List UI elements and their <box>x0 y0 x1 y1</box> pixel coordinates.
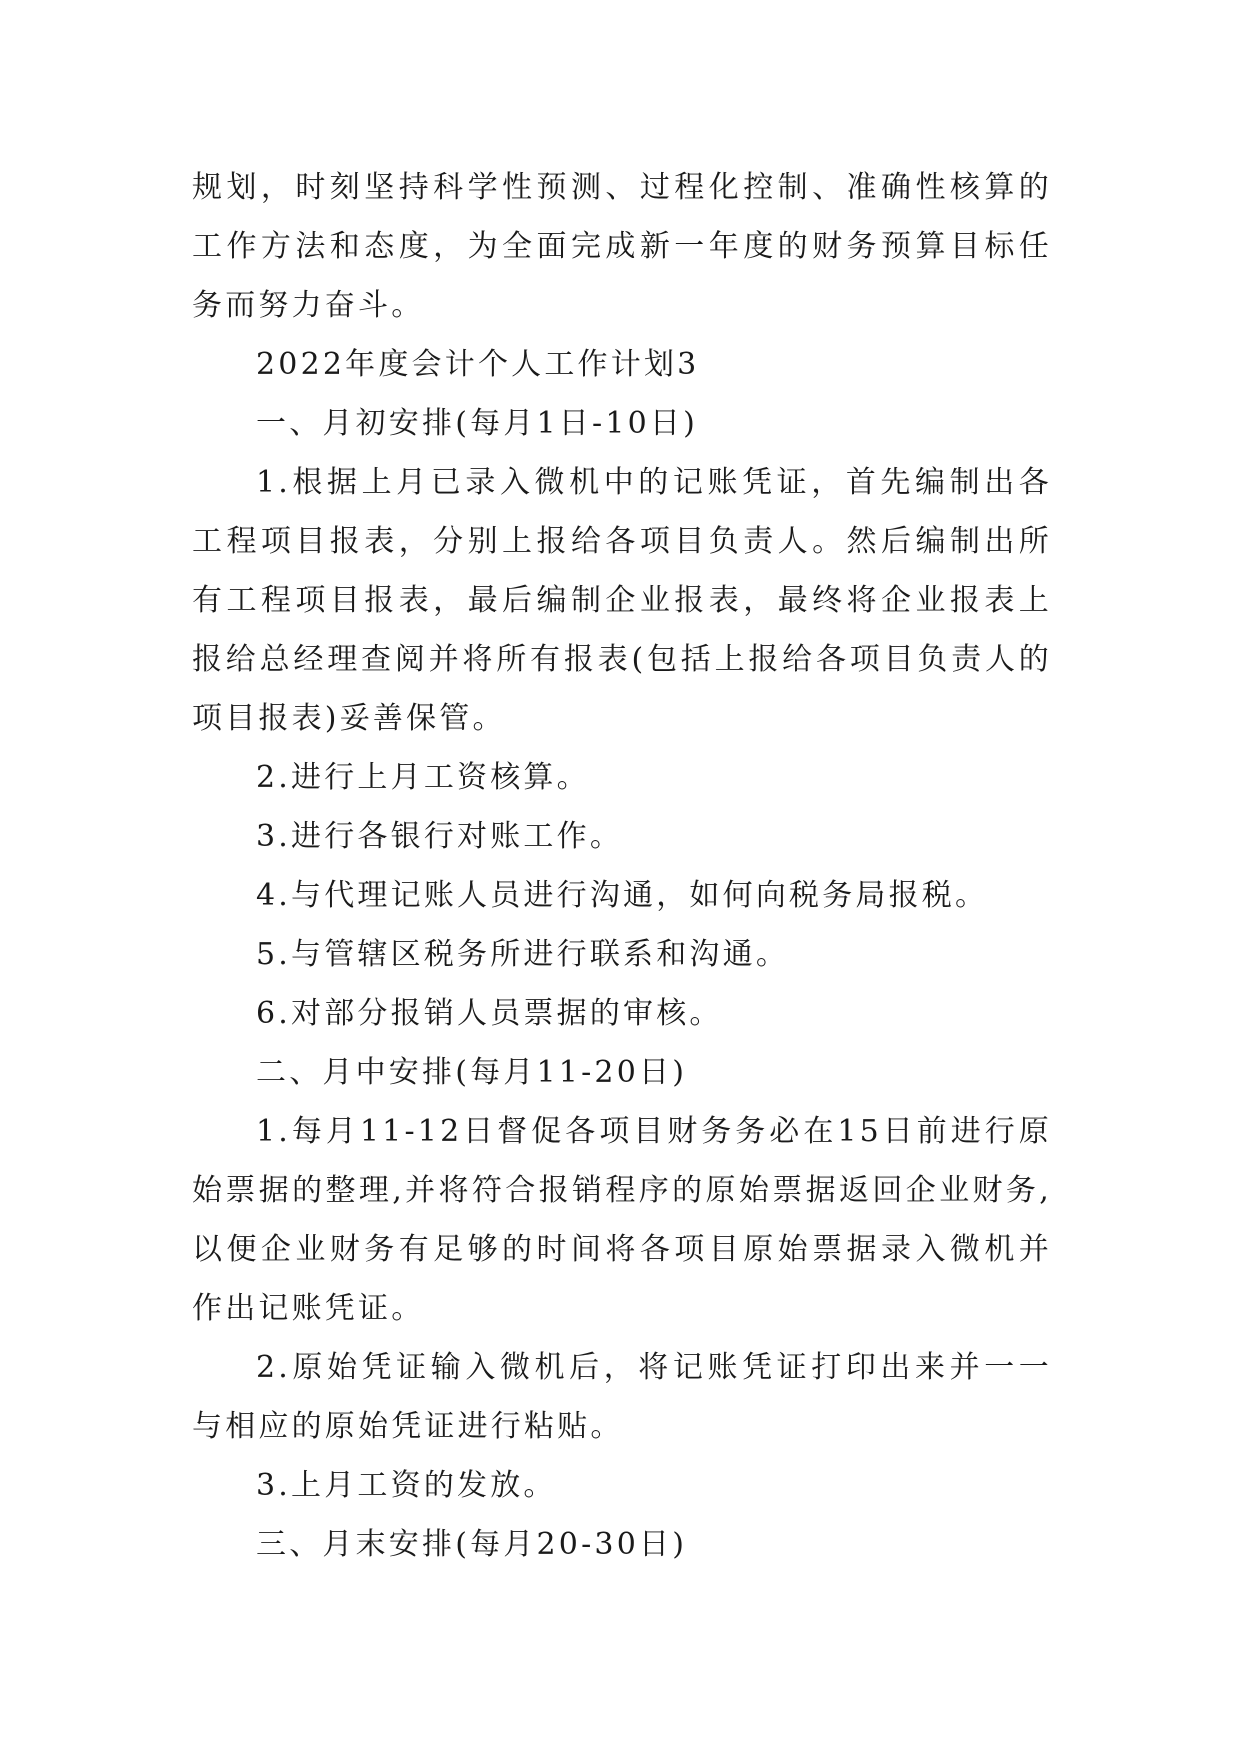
paragraph-item: 4.与代理记账人员进行沟通，如何向税务局报税。 <box>256 878 989 913</box>
heading-month-end: 三、月末安排(每月20-30日) <box>256 1527 688 1562</box>
document-body <box>192 158 1052 1574</box>
paragraph-item: 1.根据上月已录入微机中的记账凭证，首先编制出各工程项目报表，分别上报给各项目负责人。然后编制出所有工程项目报表，最后编制企业报表，最终将企业报表上报给总经理查阅并将所有报表(包括上报给各项目负责人的项目报表)妥善保管。 <box>192 465 1052 736</box>
paragraph-item: 2.原始凭证输入微机后，将记账凭证打印出来并一一与相应的原始凭证进行粘贴。 <box>192 1350 1052 1444</box>
paragraph-item: 2.进行上月工资核算。 <box>256 760 590 795</box>
paragraph-item: 5.与管辖区税务所进行联系和沟通。 <box>256 937 790 972</box>
paragraph-continuation: 规划，时刻坚持科学性预测、过程化控制、准确性核算的工作方法和态度，为全面完成新一年度的财务预算目标任务而努力奋斗。 <box>192 170 1052 323</box>
heading-month-middle: 二、月中安排(每月11-20日) <box>256 1055 688 1090</box>
paragraph-item: 3.上月工资的发放。 <box>256 1468 557 1503</box>
paragraph-item: 3.进行各银行对账工作。 <box>256 819 624 854</box>
section-title: 2022年度会计个人工作计划3 <box>256 347 700 382</box>
heading-month-start: 一、月初安排(每月1日-10日) <box>256 406 699 441</box>
paragraph-item: 1.每月11-12日督促各项目财务务必在15日前进行原始票据的整理,并将符合报销程序的原始票据返回企业财务,以便企业财务有足够的时间将各项目原始票据录入微机并作出记账凭证。 <box>192 1114 1052 1326</box>
paragraph-item: 6.对部分报销人员票据的审核。 <box>256 996 723 1031</box>
